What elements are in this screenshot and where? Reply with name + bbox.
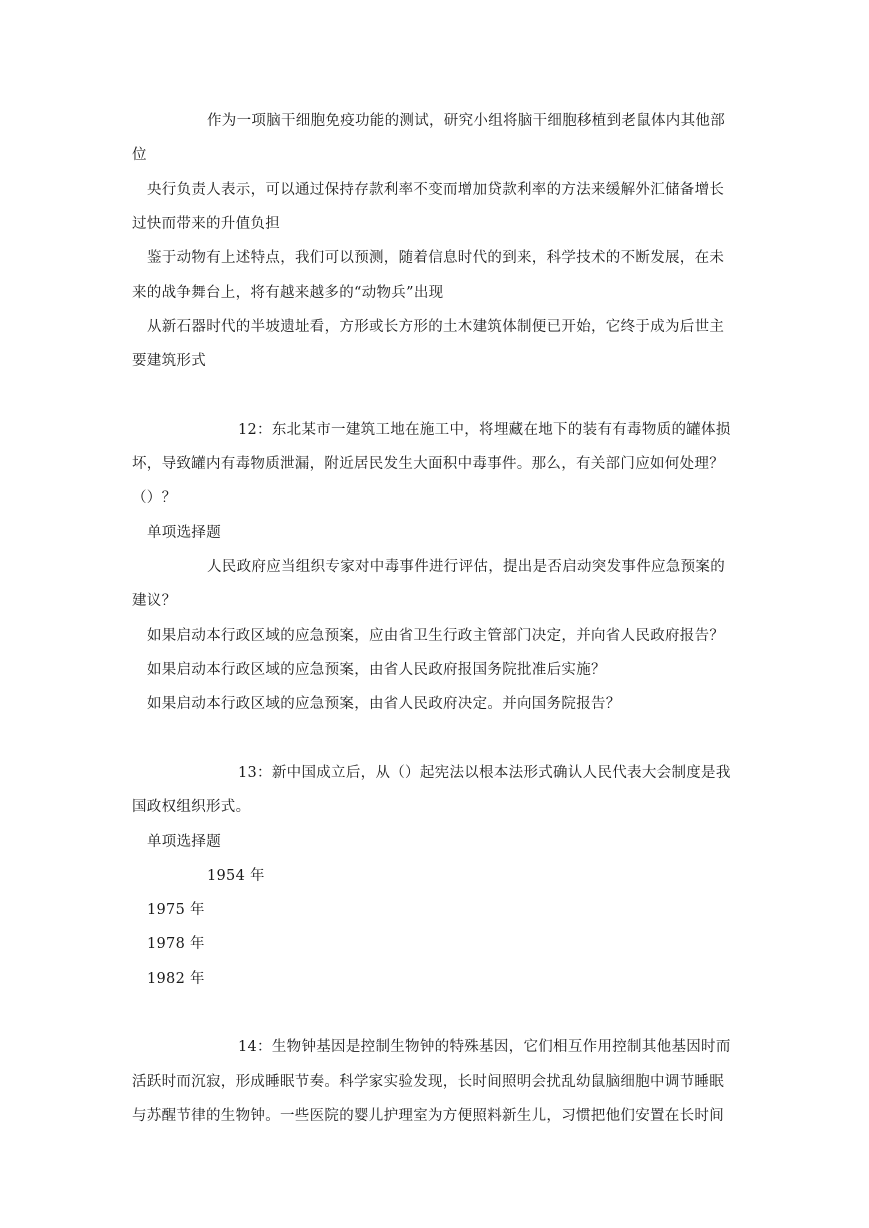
q14-stem-line-2: 活跃时而沉寂，形成睡眠节奏。科学家实验发现，长时间照明会扰乱幼鼠脑细胞中调节睡眠: [132, 1074, 724, 1090]
option-b-line-2: 过快而带来的升值负担: [132, 216, 280, 232]
q12-stem-line-3: （）？: [132, 490, 177, 506]
option-b-line-1: 央行负责人表示，可以通过保持存款利率不变而增加贷款利率的方法来缓解外汇储备增长: [147, 182, 725, 198]
q12-option-c: 如果启动本行政区域的应急预案，由省人民政府报国务院批准后实施？: [147, 662, 606, 678]
q13-option-b: 1975 年: [147, 902, 205, 918]
q14-stem-line-3: 与苏醒节律的生物钟。一些医院的婴儿护理室为方便照料新生儿，习惯把他们安置在长时间: [132, 1108, 724, 1124]
q14-stem-line-1: 14：生物钟基因是控制生物钟的特殊基因，它们相互作用控制其他基因时而: [238, 1039, 731, 1055]
q13-question-type: 单项选择题: [147, 834, 221, 850]
q12-option-d: 如果启动本行政区域的应急预案，由省人民政府决定。并向国务院报告？: [147, 696, 621, 712]
q13-option-c: 1978 年: [147, 936, 205, 952]
q13-stem-line-1: 13：新中国成立后，从（）起宪法以根本法形式确认人民代表大会制度是我: [238, 765, 731, 781]
q12-option-a-line-1: 人民政府应当组织专家对中毒事件进行评估，提出是否启动突发事件应急预案的: [207, 559, 725, 575]
q13-option-a: 1954 年: [207, 868, 265, 884]
q12-stem-line-1: 12：东北某市一建筑工地在施工中，将埋藏在地下的装有有毒物质的罐体损: [238, 422, 731, 438]
option-a-line-2: 位: [132, 147, 147, 163]
q13-option-d: 1982 年: [147, 971, 205, 987]
q12-stem-line-2: 坏，导致罐内有毒物质泄漏，附近居民发生大面积中毒事件。那么，有关部门应如何处理？: [132, 456, 724, 472]
q12-option-b: 如果启动本行政区域的应急预案，应由省卫生行政主管部门决定，并向省人民政府报告？: [147, 628, 725, 644]
option-c-line-2: 来的战争舞台上，将有越来越多的“动物兵”出现: [132, 285, 444, 301]
option-a-line-1: 作为一项脑干细胞免疫功能的测试，研究小组将脑干细胞移植到老鼠体内其他部: [207, 113, 725, 129]
option-d-line-2: 要建筑形式: [132, 353, 206, 369]
q12-question-type: 单项选择题: [147, 525, 221, 541]
q12-option-a-line-2: 建议？: [132, 593, 177, 609]
q13-stem-line-2: 国政权组织形式。: [132, 799, 251, 815]
option-c-line-1: 鉴于动物有上述特点，我们可以预测，随着信息时代的到来，科学技术的不断发展，在未: [147, 250, 725, 266]
option-d-line-1: 从新石器时代的半坡遗址看，方形或长方形的土木建筑体制便已开始，它终于成为后世主: [147, 319, 725, 335]
